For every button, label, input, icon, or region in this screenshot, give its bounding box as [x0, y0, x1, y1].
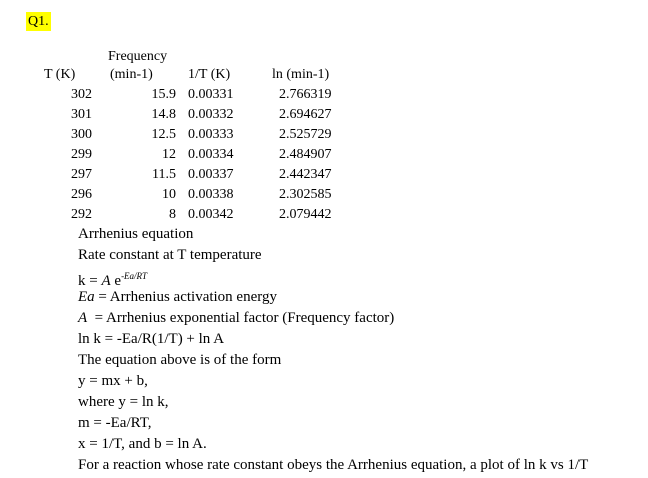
note-line: The equation above is of the form	[78, 352, 282, 368]
cell-inverse-temperature: 0.00332	[188, 107, 234, 122]
table-row	[0, 146, 360, 166]
formula-prefix: k =	[78, 273, 102, 289]
cell-temperature: 302	[71, 87, 92, 102]
note-line: For a reaction whose rate constant obeys the Arrhenius equation, a plot of ln k vs 1/T	[78, 457, 589, 473]
cell-frequency: 12	[162, 147, 176, 162]
header-frequency: Frequency	[108, 49, 168, 64]
formula-exponent: -Ea/RT	[121, 271, 148, 281]
table-row	[0, 166, 360, 186]
cell-temperature: 292	[71, 207, 92, 222]
cell-ln: 2.694627	[279, 107, 332, 122]
header-temperature: T (K)	[44, 67, 76, 82]
note-line: where y = ln k,	[78, 394, 169, 410]
cell-inverse-temperature: 0.00331	[188, 87, 234, 102]
note-line: Rate constant at T temperature	[78, 247, 262, 263]
table-row	[0, 186, 360, 206]
question-label: Q1.	[28, 14, 49, 29]
cell-temperature: 297	[71, 167, 92, 182]
cell-frequency: 15.9	[151, 87, 176, 102]
cell-inverse-temperature: 0.00338	[188, 187, 234, 202]
cell-ln: 2.525729	[279, 127, 332, 142]
table-row	[0, 106, 360, 126]
cell-frequency: 8	[169, 207, 176, 222]
cell-ln: 2.766319	[279, 87, 332, 102]
header-inverse-temperature: 1/T (K)	[188, 67, 231, 82]
cell-inverse-temperature: 0.00337	[188, 167, 234, 182]
cell-inverse-temperature: 0.00333	[188, 127, 234, 142]
note-line	[78, 308, 588, 329]
cell-temperature: 300	[71, 127, 92, 142]
cell-frequency: 14.8	[151, 107, 176, 122]
cell-temperature: 296	[71, 187, 92, 202]
variable-a-description: = Arrhenius exponential factor (Frequency factor)	[87, 310, 395, 326]
arrhenius-formula	[78, 266, 588, 287]
note-line: Arrhenius equation	[78, 226, 194, 242]
cell-ln: 2.484907	[279, 147, 332, 162]
table-row	[0, 86, 360, 106]
note-line: x = 1/T, and b = ln A.	[78, 436, 207, 452]
explanation-notes	[78, 224, 588, 476]
cell-inverse-temperature: 0.00334	[188, 147, 234, 162]
note-line: m = -Ea/RT,	[78, 415, 152, 431]
variable-a: A	[78, 310, 88, 326]
cell-temperature: 299	[71, 147, 92, 162]
cell-frequency: 12.5	[151, 127, 176, 142]
cell-ln: 2.302585	[279, 187, 332, 202]
variable-ea-description: = Arrhenius activation energy	[94, 289, 277, 305]
header-ln: ln (min-1)	[272, 67, 330, 82]
header-frequency-unit: (min-1)	[110, 67, 153, 82]
cell-frequency: 11.5	[152, 167, 176, 182]
note-line	[78, 287, 588, 308]
cell-ln: 2.442347	[279, 167, 332, 182]
note-line: ln k = -Ea/R(1/T) + ln A	[78, 331, 225, 347]
table-row	[0, 126, 360, 146]
note-line: y = mx + b,	[78, 373, 148, 389]
formula-a: A	[101, 273, 111, 289]
cell-temperature: 301	[71, 107, 92, 122]
cell-ln: 2.079442	[279, 207, 332, 222]
variable-ea: Ea	[78, 289, 95, 305]
cell-frequency: 10	[162, 187, 176, 202]
table-row	[0, 206, 360, 226]
cell-inverse-temperature: 0.00342	[188, 207, 234, 222]
formula-e: e	[110, 273, 122, 289]
